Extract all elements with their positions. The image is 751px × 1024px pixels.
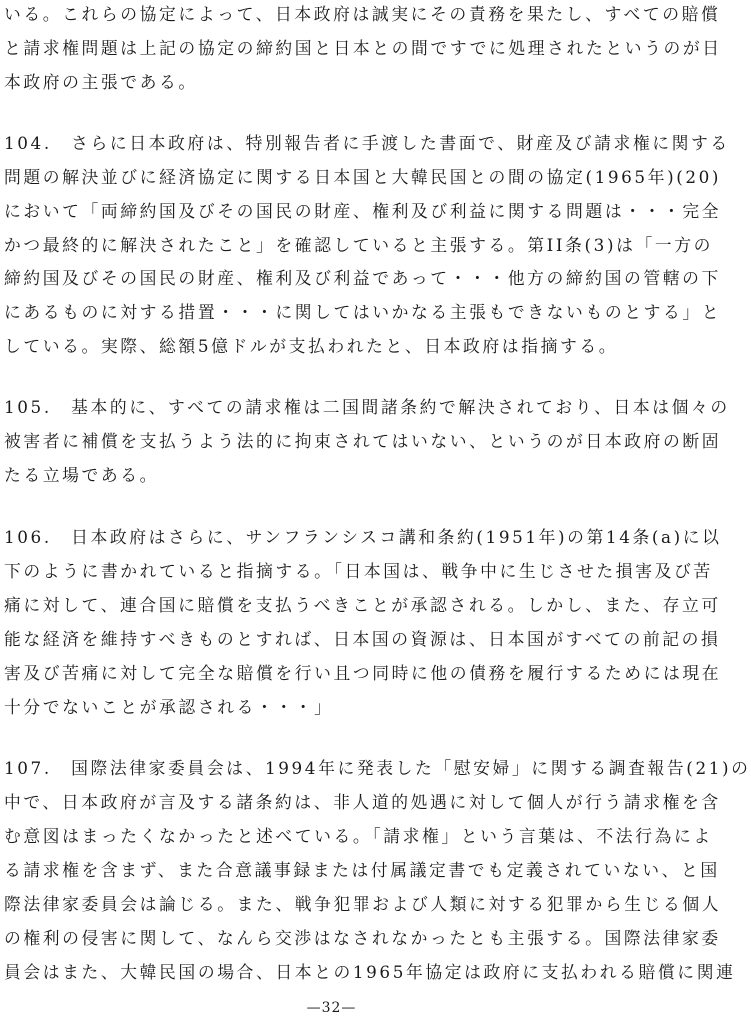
text-line: る請求権を含まず、また合意議事録または付属議定書でも定義されていない、と国 xyxy=(4,860,720,880)
text-line: にあるものに対する措置・・・に関してはいかなる主張もできないものとする」と xyxy=(4,302,722,322)
text-line: たる立場である。 xyxy=(4,465,160,485)
text-line: 104. さらに日本政府は、特別報告者に手渡した書面で、財産及び請求権に関する xyxy=(4,133,730,153)
text-line: 問題の解決並びに経済協定に関する日本国と大韓民国との間の協定(1965年)(20) xyxy=(4,167,722,187)
text-line: かつ最終的に解決されたこと」を確認していると主張する。第II条(3)は「一方の xyxy=(4,235,713,255)
text-line: 締約国及びその国民の財産、権利及び利益であって・・・他方の締約国の管轄の下 xyxy=(4,268,721,288)
text-line: 痛に対して、連合国に賠償を支払うべきことが承認される。しかし、また、存立可 xyxy=(4,595,721,615)
text-line: 員会はまた、大韓民国の場合、日本との1965年協定は政府に支払われる賠償に関連 xyxy=(4,962,736,982)
text-line: いる。これらの協定によって、日本政府は誠実にその責務を果たし、すべての賠償 xyxy=(4,4,721,24)
text-line: む意図はまったくなかったと述べている。「請求権」という言葉は、不法行為によ xyxy=(4,826,713,846)
text-line: と請求権問題は上記の協定の締約国と日本との間ですでに処理されたというのが日 xyxy=(4,38,722,58)
text-line: 下のように書かれていると指摘する。「日本国は、戦争中に生じさせた損害及び苦 xyxy=(4,561,713,581)
page-number: —32— xyxy=(306,1000,357,1016)
text-line: 中で、日本政府が言及する諸条約は、非人道的処遇に対して個人が行う請求権を含 xyxy=(4,792,721,812)
text-line: 能な経済を維持すべきものとすれば、日本国の資源は、日本国がすべての前記の損 xyxy=(4,629,721,649)
text-line: 十分でないことが承認される・・・」 xyxy=(4,697,334,717)
text-line: 本政府の主張である。 xyxy=(4,72,198,92)
text-line: の権利の侵害に関して、なんら交渉はなされなかったとも主張する。国際法律家委 xyxy=(4,928,721,948)
text-line: において「両締約国及びその国民の財産、権利及び利益に関する問題は・・・完全 xyxy=(4,201,722,221)
text-line: 際法律家委員会は論じる。また、戦争犯罪および人類に対する犯罪から生じる個人 xyxy=(4,894,722,914)
text-line: 106. 日本政府はさらに、サンフランシスコ講和条約(1951年)の第14条(a)に以 xyxy=(4,527,722,547)
text-line: 107. 国際法律家委員会は、1994年に発表した「慰安婦」に関する調査報告(21)の xyxy=(4,758,751,778)
text-line: 被害者に補償を支払うよう法的に拘束されてはいない、というのが日本政府の断固 xyxy=(4,431,722,451)
text-line: 105. 基本的に、すべての請求権は二国間諸条約で解決されており、日本は個々の xyxy=(4,397,730,417)
text-line: している。実際、総額5億ドルが支払われたと、日本政府は指摘する。 xyxy=(4,336,619,356)
text-line: 害及び苦痛に対して完全な賠償を行い且つ同時に他の債務を履行するためには現在 xyxy=(4,663,722,683)
